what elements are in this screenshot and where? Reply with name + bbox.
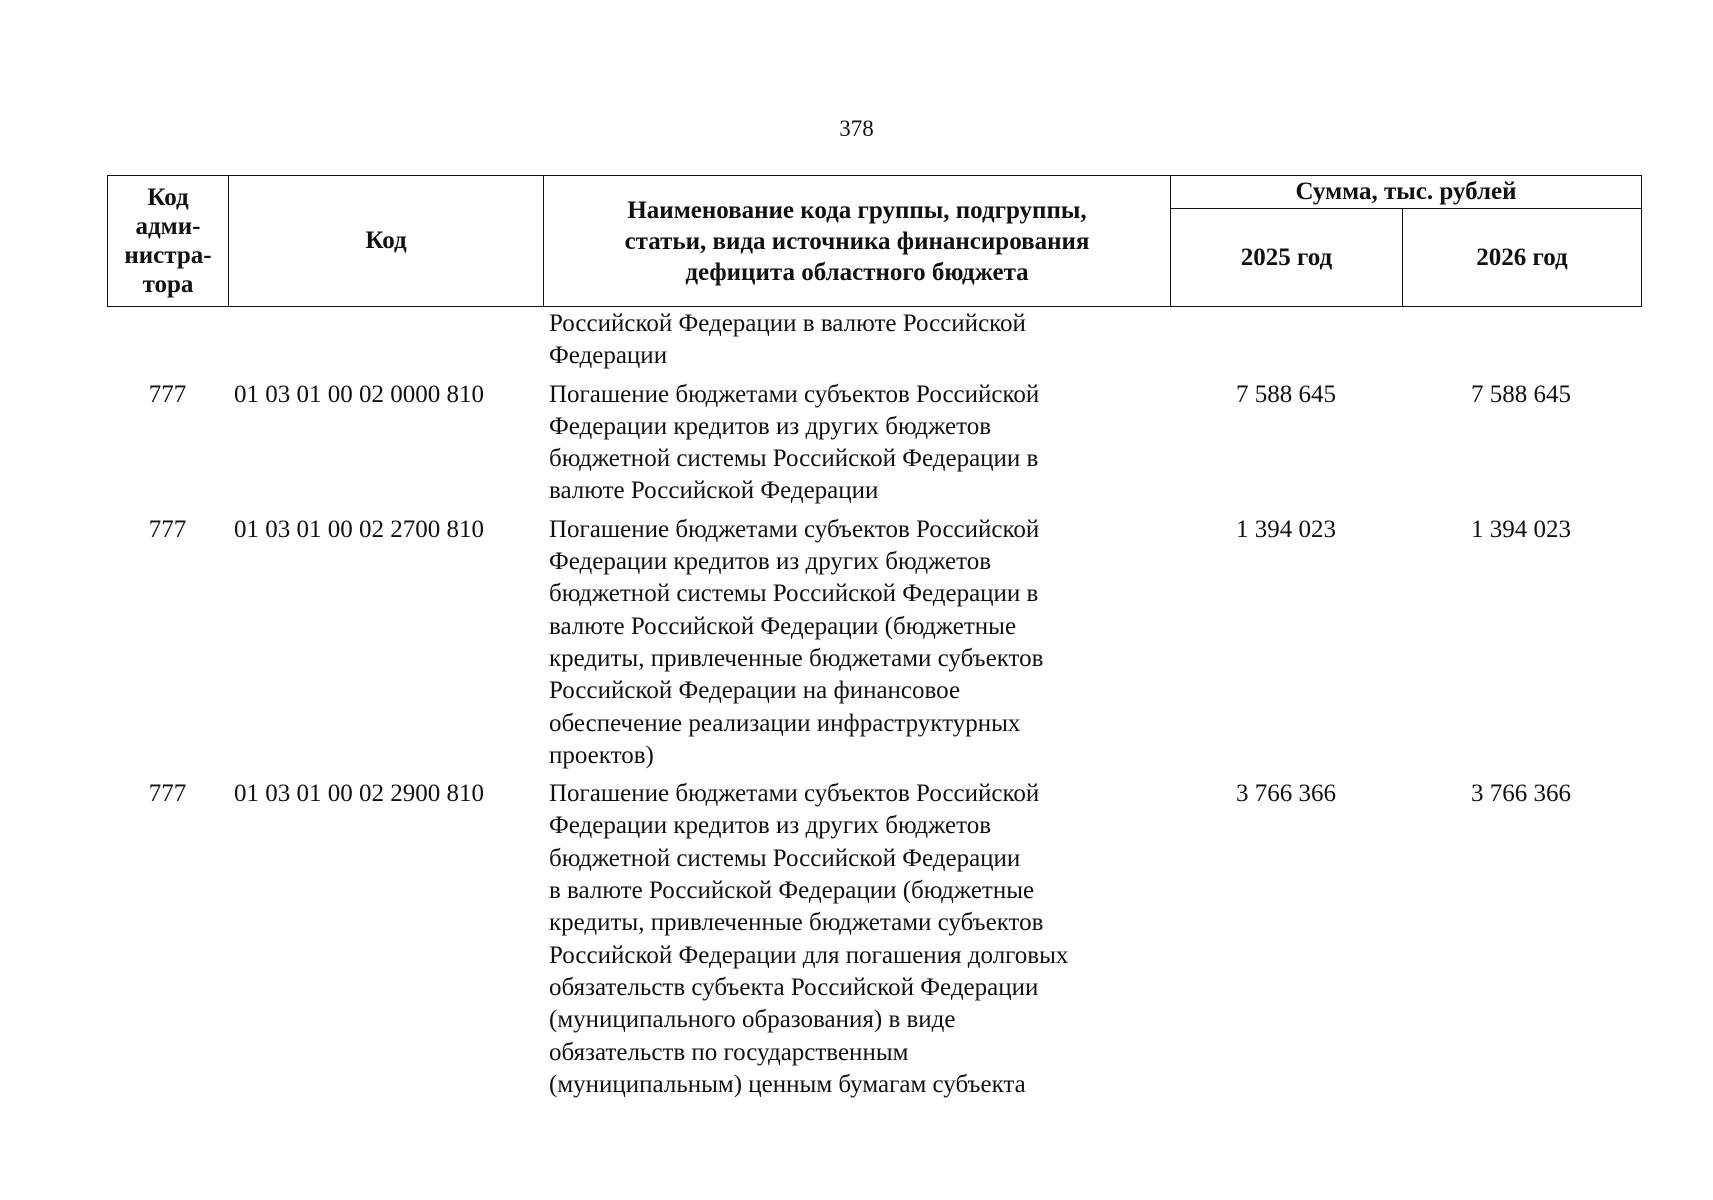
name-line: кредиты, привлеченные бюджетами субъектов	[549, 909, 1044, 937]
name-line: бюджетной системы Российской Федерации	[549, 844, 1021, 872]
table-row	[107, 308, 1642, 373]
name-line: валюте Российской Федерации	[549, 477, 879, 505]
name-line: обеспечение реализации инфраструктурных	[549, 709, 1021, 737]
header-name	[544, 176, 1171, 306]
name-cell	[549, 778, 1169, 1101]
name-line: Российской Федерации в валюте Российской	[549, 310, 1026, 337]
table-row	[107, 379, 1642, 508]
name-line: кредиты, привлеченные бюджетами субъектов	[549, 644, 1044, 672]
name-line: Федерации кредитов из других бюджетов	[549, 812, 992, 840]
amount-2025-cell: 1 394 023	[1236, 515, 1336, 543]
name-cell	[549, 308, 1169, 373]
amount-2026-cell: 3 766 366	[1471, 780, 1571, 808]
name-line: обязательств по государственным	[549, 1038, 909, 1066]
name-line: Погашение бюджетами субъектов Российской	[549, 780, 1040, 808]
amount-2025-cell: 7 588 645	[1236, 380, 1336, 408]
name-line: валюте Российской Федерации (бюджетные	[549, 612, 1017, 640]
admin-code-cell: 777	[148, 780, 187, 808]
name-line: бюджетной системы Российской Федерации в	[549, 445, 1039, 473]
header-year-2026: 2026 год	[1476, 243, 1568, 271]
table-row	[107, 778, 1642, 1101]
name-line: в валюте Российской Федерации (бюджетные	[549, 877, 1035, 905]
name-line: Погашение бюджетами субъектов Российской	[549, 380, 1040, 408]
code-cell: 01 03 01 00 02 2900 810	[234, 780, 484, 808]
header-sum-group	[1171, 176, 1641, 306]
name-line: Российской Федерации на финансовое	[549, 677, 961, 705]
table-body	[107, 308, 1642, 1101]
amount-2026-cell: 7 588 645	[1471, 380, 1571, 408]
name-line: (муниципальным) ценным бумагам субъекта	[549, 1070, 1026, 1098]
name-line: Федерации кредитов из других бюджетов	[549, 412, 992, 440]
header-admin-line: адми-	[135, 213, 201, 240]
header-admin-line: Код	[147, 184, 189, 211]
amount-2025-cell: 3 766 366	[1236, 780, 1336, 808]
table-row	[107, 514, 1642, 772]
header-code: Код	[229, 176, 544, 306]
name-line: проектов)	[549, 741, 654, 769]
name-line: Российской Федерации для погашения долговых	[549, 941, 1069, 969]
header-name-line: Наименование кода группы, подгруппы,	[627, 196, 1087, 224]
name-cell	[549, 379, 1169, 508]
header-admin-line: нистра-	[124, 242, 212, 269]
name-line: обязательств субъекта Российской Федерации	[549, 973, 1039, 1001]
name-line: бюджетной системы Российской Федерации в	[549, 580, 1039, 608]
name-line: (муниципального образования) в виде	[549, 1006, 956, 1034]
header-admin-line: тора	[142, 271, 194, 298]
header-name-line: дефицита областного бюджета	[685, 258, 1029, 286]
page-number: 378	[839, 116, 874, 141]
name-line: Федерации кредитов из других бюджетов	[549, 548, 992, 576]
name-line: Погашение бюджетами субъектов Российской	[549, 515, 1040, 543]
code-cell: 01 03 01 00 02 0000 810	[234, 380, 484, 408]
header-sum-title: Сумма, тыс. рублей	[1171, 176, 1641, 209]
table-header	[107, 175, 1642, 307]
header-admin-code	[108, 176, 229, 306]
header-name-line: статьи, вида источника финансирования	[624, 227, 1090, 255]
name-cell	[549, 514, 1169, 772]
code-cell: 01 03 01 00 02 2700 810	[234, 515, 484, 543]
admin-code-cell: 777	[148, 380, 187, 408]
header-year-2025: 2025 год	[1171, 209, 1403, 306]
name-line: Федерации	[549, 342, 668, 370]
amount-2026-cell: 1 394 023	[1471, 515, 1571, 543]
admin-code-cell: 777	[148, 515, 187, 543]
